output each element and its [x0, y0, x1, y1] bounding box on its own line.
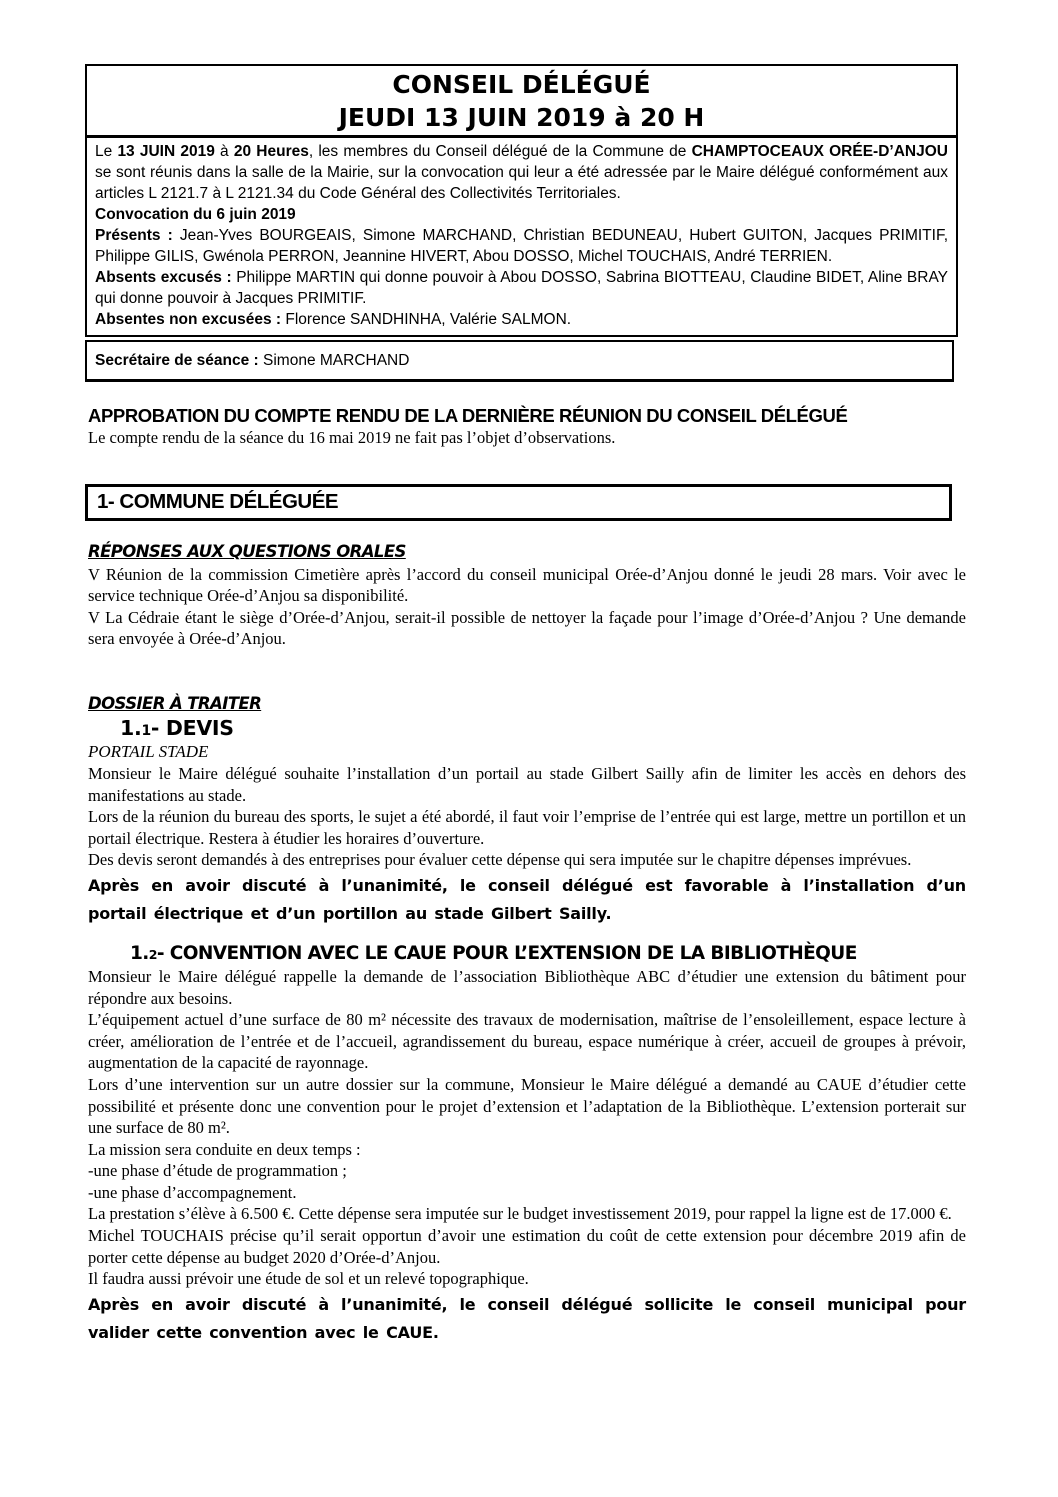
decision-statement: Après en avoir discuté à l’unanimité, le conseil délégué est favorable à l’installation d’un portail électrique et d’un portillon au stade Gilbert Sailly. — [88, 875, 966, 924]
absent-excused-label: Absents excusés : — [95, 269, 232, 286]
paragraph: Il faudra aussi prévoir une étude de sol et un relevé topographique. — [88, 1269, 529, 1289]
paragraph: Des devis seront demandés à des entreprises pour évaluer cette dépense qui sera imputée sur le chapitre dépenses imprévues. — [88, 850, 912, 870]
question-item — [88, 607, 966, 650]
section-1-2-heading — [130, 943, 966, 964]
meeting-title-block — [87, 66, 956, 138]
questions-orales-heading: RÉPONSES AUX QUESTIONS ORALES — [88, 541, 406, 561]
absent-not-excused-names: Florence SANDHINHA, Valérie SALMON. — [281, 311, 572, 328]
paragraph: Monsieur le Maire délégué rappelle la demande de l’association Bibliothèque ABC d’étudier une extension du bâtiment pour répondre aux besoins. — [88, 966, 966, 1008]
paragraph: Monsieur le Maire délégué souhaite l’installation d’un portail au stade Gilbert Sailly afin de limiter les accès en dehors des manifestations au stade. — [88, 763, 966, 805]
section-subnumber: 1 — [141, 722, 151, 739]
commune-name-bold: CHAMPTOCEAUX ORÉE-D’ANJOU — [691, 143, 948, 160]
portail-stade-subheading: PORTAIL STADE — [88, 741, 209, 761]
meeting-details-block — [87, 138, 956, 335]
decision-statement: Après en avoir discuté à l’unanimité, le conseil délégué sollicite le conseil municipal pour valider cette convention avec le CAUE. — [88, 1294, 966, 1343]
meeting-hour-bold: 20 Heures — [233, 143, 309, 160]
approbation-body: Le compte rendu de la séance du 16 mai 2019 ne fait pas l’objet d’observations. — [88, 428, 616, 447]
present-label: Présents : — [95, 227, 173, 244]
document-content — [88, 0, 966, 1348]
section-1-1-heading — [120, 716, 966, 740]
secretary-name: Simone MARCHAND — [258, 352, 410, 369]
meeting-intro-paragraph — [95, 141, 948, 204]
intro-text: Le — [95, 143, 118, 160]
section-subnumber: 2 — [148, 946, 157, 962]
section-1-header-box — [85, 484, 952, 521]
paragraph: La mission sera conduite en deux temps : — [88, 1139, 361, 1159]
attendees-absent-excused — [95, 267, 948, 309]
question-text: La Cédraie étant le siège d’Orée-d’Anjou, serait-il possible de nettoyer la façade pour l’image d’Orée-d’Anjou ? Une demande sera envoyée à Orée-d’Anjou. — [88, 607, 966, 649]
secretary-label: Secrétaire de séance : — [95, 352, 259, 369]
convocation-date — [95, 204, 948, 225]
section-1-2-title: - CONVENTION AVEC LE CAUE POUR L’EXTENSION DE LA BIBLIOTHÈQUE — [156, 942, 857, 964]
paragraph: -une phase d’étude de programmation ; — [88, 1161, 347, 1181]
paragraph: Lors de la réunion du bureau des sports, le sujet a été abordé, il faut voir l’emprise de l’entrée qui est large, mettre un portillon et un portail électrique. Restera à étudier les horaires d’ouverture. — [88, 807, 966, 848]
check-mark: V — [88, 564, 100, 584]
question-text: Réunion de la commission Cimetière après l’accord du conseil municipal Orée-d’Anjou donné le jeudi 28 mars. Voir avec le service technique Orée-d’Anjou sa disponibilité. — [88, 564, 966, 606]
meeting-date-title: JEUDI 13 JUIN 2019 à 20 H — [338, 103, 705, 132]
check-mark: V — [88, 607, 100, 627]
attendees-absent-not-excused — [95, 309, 948, 330]
present-names: Jean-Yves BOURGEAIS, Simone MARCHAND, Christian BEDUNEAU, Hubert GUITON, Jacques PRIMITIF, Philippe GILIS, Gwénola PERRON, Jeannine HIVERT, Abou DOSSO, Michel TOUCHAIS, André TERRIEN. — [95, 227, 948, 265]
absent-excused-names: Philippe MARTIN qui donne pouvoir à Abou DOSSO, Sabrina BIOTTEAU, Claudine BIDET, Aline BRAY qui donne pouvoir à Jacques PRIMITIF. — [95, 269, 948, 307]
approbation-heading: APPROBATION DU COMPTE RENDU DE LA DERNIÈRE RÉUNION DU CONSEIL DÉLÉGUÉ — [88, 405, 848, 426]
intro-text: à — [214, 143, 234, 160]
section-number: 1. — [120, 715, 142, 740]
meeting-header-box — [85, 64, 958, 337]
paragraph: -une phase d’accompagnement. — [88, 1182, 297, 1202]
paragraph: Michel TOUCHAIS précise qu’il serait opportun d’avoir une estimation du coût de cette extension pour décembre 2019 afin de porter cette dépense au budget 2020 d’Orée-d’Anjou. — [88, 1226, 966, 1267]
paragraph: La prestation s’élève à 6.500 €. Cette dépense sera imputée sur le budget investissement 2019, pour rappel la ligne est de 17.000 €. — [88, 1204, 952, 1224]
absent-not-excused-label: Absentes non excusées : — [95, 311, 282, 328]
paragraph: Lors d’une intervention sur un autre dossier sur la commune, Monsieur le Maire délégué a demandé au CAUE d’étudier cette possibilité et présente donc une convention pour le projet d’extension et l’adaptation de la Bibliothèque. L’extension porterait sur une surface de 80 m². — [88, 1074, 966, 1138]
secretary-line — [95, 350, 944, 371]
paragraph: L’équipement actuel d’une surface de 80 m² nécessite des travaux de modernisation, maîtrise de l’ensoleillement, espace lecture à créer, amélioration de l’entrée et de l’accueil, agrandissement du bureau, espace numérique à créer, accueil de groupes à prévoir, augmentation de la capacité de rayonnage. — [88, 1010, 966, 1073]
convocation-date-label: Convocation du 6 juin 2019 — [95, 206, 296, 223]
dossier-heading: DOSSIER À TRAITER — [88, 693, 262, 713]
meeting-date-bold: 13 JUIN 2019 — [117, 143, 215, 160]
section-1-1-title: - DEVIS — [150, 715, 234, 740]
intro-text: se sont réunis dans la salle de la Mairie, sur la convocation qui leur a été adressée par le Maire délégué conformément aux articles L 2121.7 à L 2121.34 du Code Général des Collectivités Territoriales. — [95, 164, 948, 202]
intro-text: , les membres du Conseil délégué de la Commune de — [308, 143, 692, 160]
section-1-title: 1- COMMUNE DÉLÉGUÉE — [97, 489, 339, 513]
question-item — [88, 564, 966, 607]
secretary-box — [85, 340, 954, 382]
attendees-present — [95, 225, 948, 267]
council-title: CONSEIL DÉLÉGUÉ — [392, 70, 651, 99]
section-number: 1. — [130, 942, 149, 964]
